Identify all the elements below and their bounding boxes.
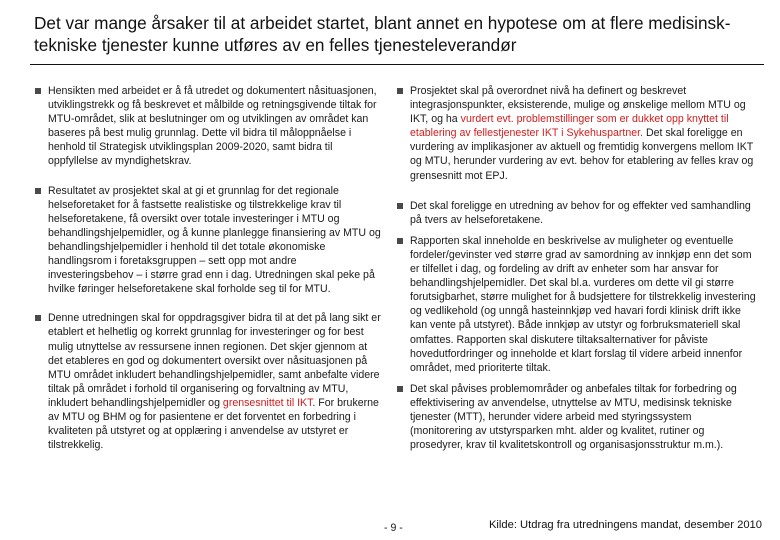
bullet-item: [396, 199, 756, 227]
bullet-text: Resultatet av prosjektet skal at gi et grunnlag for det regionale helseforetaket for å fastsette realistiske og tilstrekkelige krav til helseforetakene, få oversikt over totale investeringer i MTU og behandlingshjelpemidler, og å kunne planlegge finansiering av MTU og behandlingshjelpemidler i henhold til det totale økonomiske handlingsrom i foretaksgruppen – sett opp mot andre investeringsbehov – i større grad enn i dag. Utredningen skal peke på hvilke føringer helseforetakene skal forholde seg til for MTU.: [48, 184, 381, 296]
square-bullet-icon: [35, 315, 41, 321]
title-divider: [30, 64, 764, 65]
page-number: - 9 -: [384, 522, 403, 534]
square-bullet-icon: [35, 88, 41, 94]
bullet-item: [396, 234, 756, 375]
square-bullet-icon: [397, 203, 403, 209]
square-bullet-icon: [35, 188, 41, 194]
source-note: Kilde: Utdrag fra utredningens mandat, desember 2010: [488, 519, 762, 531]
bullet-item: [34, 84, 384, 169]
square-bullet-icon: [397, 386, 403, 392]
bullet-text-part: Det skal foreligge en vurdering av implikasjoner av aktuell og fremtidig konvergens mellom IKT og MTU, herunder vurdering av evt. behov for etablering av felles krav og grensesnitt mot EPJ.: [410, 127, 754, 182]
right-column: [396, 84, 756, 452]
square-bullet-icon: [397, 88, 403, 94]
bullet-text: Hensikten med arbeidet er å få utredet og dokumentert nåsituasjonen, utviklingstrekk og få beskrevet et målbilde og retningsgivende tiltak for MTU-området, slik at beslutninger om og utviklingen av området kan baseres på best mulig grunnlag. Dette vil bidra til måloppnåelse i henhold til Strategisk utviklingsplan 2009-2020, samt bidra til oppfyllelse av myndighetskrav.: [48, 85, 377, 168]
highlighted-text: grensesnittet til IKT: [222, 396, 313, 409]
bullet-item: [396, 84, 756, 183]
bullet-text: Rapporten skal inneholde en beskrivelse av muligheter og eventuelle fordeler/gevinster ved større grad av samordning av innkjøp enn det som er tilfellet i dag, og fordeling av drift av enheter som har ansvar for behandlingshjelpemidler. Det skal bl.a. vurderes om dette vil gi større forutsigbarhet, større mulighet for å budsjettere for tilstrekkelig investering og vedlikehold (og unngå hasteinnkjøp ved havari fordi klinisk drift ikke kan vente på utstyret). Både innkjøp av utstyr og forbruksmateriell skal omfattes. Rapporten skal diskutere tiltaksalternativer for påviste hovedutfordringer og inneholde et klart forslag til videre arbeid innenfor området, med prioriterte tiltak.: [410, 234, 756, 374]
left-column: [34, 84, 384, 452]
bullet-item: [34, 311, 384, 452]
bullet-item: [396, 382, 756, 452]
square-bullet-icon: [397, 238, 403, 244]
bullet-text-part: Denne utredningen skal for oppdragsgiver bidra til at det på lang sikt er etablert et helhetlig og korrekt grunnlag for investeringer og for best mulig utnyttelse av ressursene innen regionen. Det skjer gjennom at det etableres en god og dokumentert oversikt over nåsituasjonen på MTU området inkludert behandlingshjelpemidler, samt anbefalte videre tiltak på området i forhold til organisering og forvaltning av MTU, inkludert behandlingshjelpemidler og: [48, 312, 381, 409]
bullet-text-part: Prosjektet skal på overordnet nivå ha definert og beskrevet integrasjonspunkter, eksisterende, mulige og ønskelige mellom MTU og IKT, og ha: [410, 85, 746, 126]
bullet-text: Det skal påvises problemområder og anbefales tiltak for forbedring og effektivisering av anvendelse, utnyttelse av MTU, medisinsk tekniske tjenester (MTT), herunder videre arbeid med styringssystem (monitorering av utstyrsparken mht. alder og kvalitet, rutiner og prosedyrer, krav til kvalitetskontroll og organisasjonsstruktur m.m.).: [410, 382, 737, 452]
bullet-text: [48, 312, 381, 451]
bullet-text: Det skal foreligge en utredning av behov for og effekter ved samhandling på tvers av helseforetakene.: [410, 199, 751, 226]
bullet-text: [410, 85, 753, 182]
highlighted-text: vurdert evt. problemstillinger som er dukket opp knyttet til etablering av fellestjenester IKT i Sykehuspartner.: [410, 113, 729, 140]
bullet-item: [34, 184, 384, 297]
bullet-text-part: . For brukerne av MTU og BHM og for pasientene er det forventet en forbedring i kvaliteten på utstyret og at opplæring i anvendelse av utstyret er tilstrekkelig.: [48, 396, 379, 452]
slide-title: Det var mange årsaker til at arbeidet startet, blant annet en hypotese om at flere medisinsk-tekniske tjenester kunne utføres av en felles tjenesteleverandør: [34, 13, 731, 55]
